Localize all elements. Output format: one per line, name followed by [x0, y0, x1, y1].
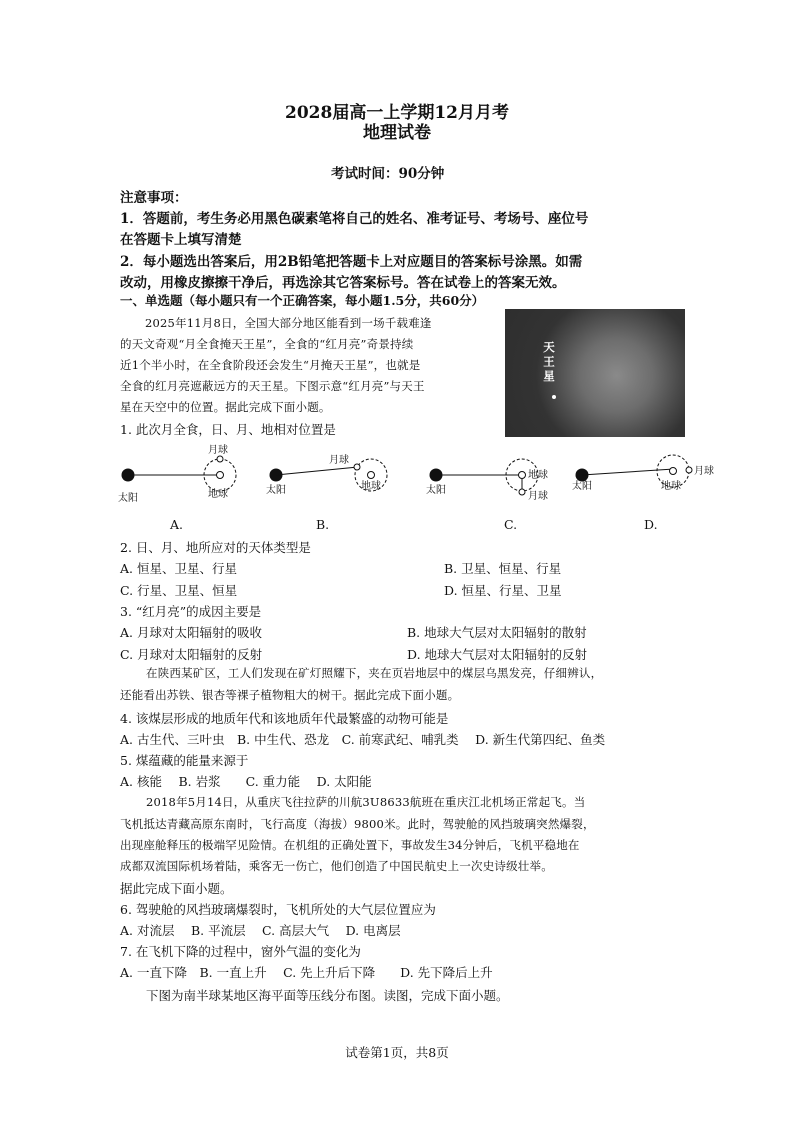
passage1-line: 近1个半小时，在全食阶段还会发生“月掩天王星”，也就是	[120, 358, 421, 372]
exam-time: 考试时间：90分钟	[331, 166, 445, 182]
q5-stem: 5. 煤蕴藏的能量来源于	[120, 753, 249, 768]
diagram-c	[426, 459, 548, 502]
q1-option-c[interactable]: C.	[504, 517, 518, 532]
q5-options[interactable]: A. 核能 B. 岩浆 C. 重力能 D. 太阳能	[120, 774, 372, 789]
exam-title: 2028届高一上学期12月月考	[285, 103, 509, 123]
moon-label: 月球	[694, 466, 714, 477]
earth-label: 地球	[661, 481, 681, 492]
moon-icon	[519, 489, 525, 495]
moon-label: 月球	[329, 455, 349, 466]
passage3-line: 出现座舱释压的极端罕见险情。在机组的正确处置下，事故发生34分钟后，飞机平稳地在	[120, 838, 580, 852]
q7-stem: 7. 在飞机下降的过程中，窗外气温的变化为	[120, 944, 361, 959]
q7-options[interactable]: A. 一直下降 B. 一直上升 C. 先上升后下降 D. 先下降后上升	[120, 965, 493, 980]
q4-options[interactable]: A. 古生代、三叶虫 B. 中生代、恐龙 C. 前寒武纪、哺乳类 D. 新生代第四纪、鱼类	[120, 732, 606, 747]
q4-stem: 4. 该煤层形成的地质年代和该地质年代最繁盛的动物可能是	[120, 711, 449, 726]
moon-label: 月球	[528, 491, 548, 502]
earth-label: 地球	[208, 489, 228, 500]
q2-option-a[interactable]: A. 恒星、卫星、行星	[120, 561, 237, 576]
notice-item-2: 2．每小题选出答案后，用2B铅笔把答题卡上对应题目的答案标号涂黑。如需	[120, 254, 583, 270]
q2-option-c[interactable]: C. 行星、卫星、恒星	[120, 583, 238, 598]
sun-label: 太阳	[572, 481, 592, 492]
earth-icon	[670, 468, 677, 475]
passage2-line: 在陕西某矿区，工人们发现在矿灯照耀下，夹在页岩地层中的煤层乌黑发亮，仔细辨认，	[146, 666, 603, 680]
q1-option-a[interactable]: A.	[170, 517, 184, 532]
q6-stem: 6. 驾驶舱的风挡玻璃爆裂时，飞机所处的大气层位置应为	[120, 902, 436, 917]
q1-option-b[interactable]: B.	[316, 517, 330, 532]
passage3-line: 2018年5月14日，从重庆飞往拉萨的川航3U8633航班在重庆江北机场正常起飞。当	[146, 795, 586, 809]
q1-option-d[interactable]: D.	[644, 517, 658, 532]
diagram-d	[572, 455, 714, 492]
uranus-dot	[552, 395, 556, 399]
passage1-line: 的天文奇观“月全食掩天王星”，全食的“红月亮”奇景持续	[120, 337, 414, 351]
notice-item-2-cont: 改动，用橡皮擦擦干净后，再选涂其它答案标号。答在试卷上的答案无效。	[120, 275, 566, 291]
earth-label: 地球	[361, 481, 381, 492]
passage4-line: 下图为南半球某地区海平面等压线分布图。读图，完成下面小题。	[146, 988, 509, 1003]
notice-item-1-cont: 在答题卡上填写清楚	[120, 232, 242, 248]
moon-icon	[217, 456, 223, 462]
moon-icon	[354, 464, 360, 470]
earth-icon	[368, 472, 375, 479]
diagram-b	[266, 453, 387, 496]
q2-stem: 2. 日、月、地所应对的天体类型是	[120, 540, 311, 555]
diagram-a	[118, 443, 236, 504]
passage1-line: 2025年11月8日，全国大部分地区能看到一场千载难逢	[145, 316, 432, 330]
exam-subject: 地理试卷	[363, 123, 431, 143]
passage3-line: 飞机抵达青藏高原东南时，飞行高度（海拔）9800米。此时，驾驶舱的风挡玻璃突然爆裂，	[120, 817, 595, 831]
sun-label: 太阳	[426, 485, 446, 496]
earth-icon	[217, 472, 224, 479]
photo-label: 天王星	[542, 341, 556, 385]
page-footer: 试卷第1页，共8页	[345, 1045, 449, 1060]
q1-stem: 1. 此次月全食，日、月、地相对位置是	[120, 422, 336, 437]
sun-label: 太阳	[266, 485, 286, 496]
q3-option-c[interactable]: C. 月球对太阳辐射的反射	[120, 647, 263, 662]
earth-icon	[519, 472, 526, 479]
earth-label: 地球	[528, 470, 548, 481]
q3-option-d[interactable]: D. 地球大气层对太阳辐射的反射	[407, 647, 588, 662]
q2-option-d[interactable]: D. 恒星、行星、卫星	[444, 583, 562, 598]
passage3-line: 成都双流国际机场着陆，乘客无一伤亡，他们创造了中国民航史上一次史诗级壮举。	[120, 859, 553, 873]
passage1-line: 全食的红月亮遮蔽远方的天王星。下图示意“红月亮”与天王	[120, 379, 425, 393]
passage3-line: 据此完成下面小题。	[120, 881, 233, 896]
passage1-line: 星在天空中的位置。据此完成下面小题。	[120, 400, 331, 414]
q6-options[interactable]: A. 对流层 B. 平流层 C. 高层大气 D. 电离层	[120, 923, 401, 938]
section-heading: 一、单选题（每小题只有一个正确答案，每小题1.5分，共60分）	[120, 293, 485, 308]
q1-diagrams	[110, 445, 714, 515]
notice-heading: 注意事项：	[120, 190, 188, 206]
sun-label: 太阳	[118, 493, 138, 504]
moon-icon	[686, 467, 692, 473]
q2-option-b[interactable]: B. 卫星、恒星、行星	[444, 561, 562, 576]
q3-stem: 3. “红月亮”的成因主要是	[120, 604, 262, 619]
q3-option-a[interactable]: A. 月球对太阳辐射的吸收	[120, 625, 262, 640]
q3-option-b[interactable]: B. 地球大气层对太阳辐射的散射	[407, 625, 587, 640]
notice-item-1: 1．答题前，考生务必用黑色碳素笔将自己的姓名、准考证号、考场号、座位号	[120, 211, 589, 227]
moon-label: 月球	[208, 445, 228, 456]
passage2-line: 还能看出苏铁、银杏等裸子植物粗大的树干。据此完成下面小题。	[120, 688, 460, 702]
red-moon-photo	[505, 309, 685, 437]
